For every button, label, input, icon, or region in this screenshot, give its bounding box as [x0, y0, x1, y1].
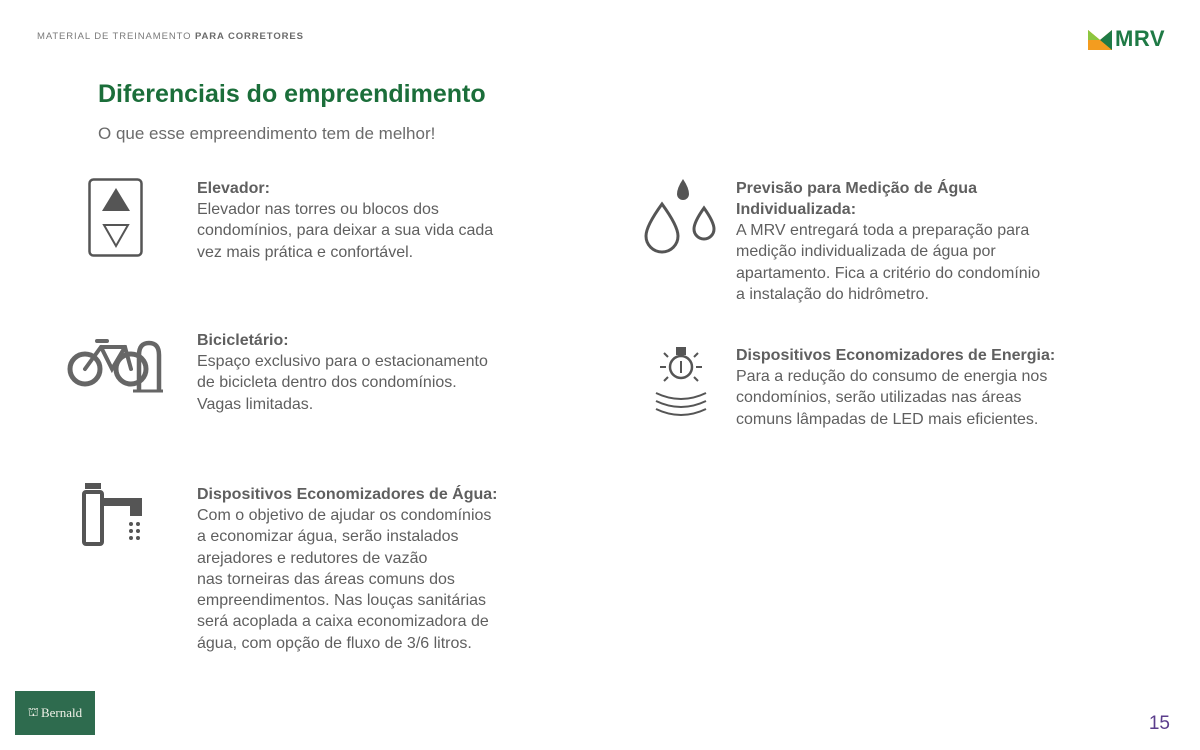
header-label-regular: MATERIAL DE TREINAMENTO: [37, 31, 192, 42]
feature-title: Bicicletário:: [197, 332, 289, 349]
feature-body: Com o objetivo de ajudar os condomínios a economizar água, serão instalados arejadores e redutores de vazão nas torneiras das áreas comuns dos empreendimentos. Nas louças sanitárias será acoplada a caixa economizadora de água, com opção de fluxo de 3/6 litros.: [197, 507, 492, 652]
page-title: Diferenciais do empreendimento: [98, 80, 486, 108]
water-drops-icon: [644, 178, 716, 254]
bernald-logo: [15, 691, 95, 735]
feature-elevator: [197, 178, 577, 263]
building-icon: ⛫: [27, 705, 39, 719]
feature-body: Para a redução do consumo de energia nos condomínios, serão utilizadas nas áreas comuns lâmpadas de LED mais eficientes.: [736, 368, 1048, 428]
feature-body: Elevador nas torres ou blocos dos condomínios, para deixar a sua vida cada vez mais prática e confortável.: [197, 201, 494, 261]
feature-bicycle: [197, 330, 577, 415]
mrv-logo-mark-icon: [1088, 28, 1112, 50]
mrv-logo: [1088, 28, 1165, 50]
header-label: [37, 31, 304, 42]
feature-body: A MRV entregará toda a preparação para medição individualizada de água por apartamento. Fica a critério do condomínio a instalação do hidrômetro.: [736, 222, 1041, 303]
bernald-logo-text: Bernald: [40, 705, 83, 720]
page-subtitle: O que esse empreendimento tem de melhor!: [98, 124, 436, 143]
feature-title: Elevador:: [197, 180, 270, 197]
feature-water-metering: [736, 178, 1136, 305]
feature-title: Previsão para Medição de Água Individualizada:: [736, 180, 977, 218]
faucet-icon: [80, 480, 150, 550]
header-label-bold: PARA CORRETORES: [194, 31, 304, 42]
feature-title: Dispositivos Economizadores de Água:: [197, 486, 498, 503]
mrv-logo-text: MRV: [1115, 26, 1165, 51]
feature-body: Espaço exclusivo para o estacionamento de bicicleta dentro dos condomínios. Vagas limitadas.: [197, 353, 488, 413]
feature-energy-saving: [736, 345, 1136, 430]
feature-water-saving: [197, 484, 577, 654]
bicycle-rack-icon: [67, 333, 165, 393]
page-number: 15: [1148, 713, 1170, 734]
elevator-icon: [88, 178, 144, 258]
light-bulb-icon: [652, 345, 710, 421]
feature-title: Dispositivos Economizadores de Energia:: [736, 347, 1056, 364]
